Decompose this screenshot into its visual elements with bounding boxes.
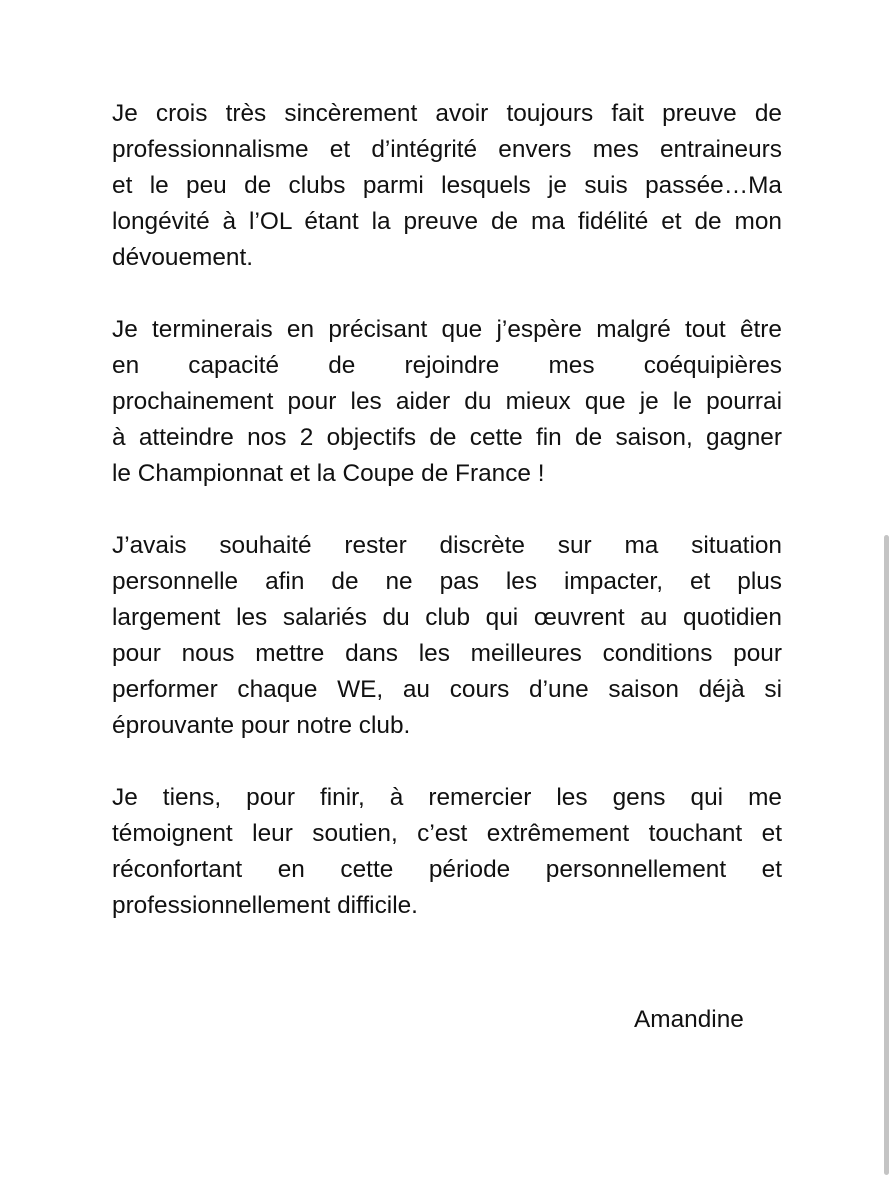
paragraph-line: largement les salariés du club qui œuvrent au quotidien [112, 604, 782, 631]
paragraph-line: témoignent leur soutien, c’est extrêmement touchant et [112, 820, 782, 847]
paragraph-line: et le peu de clubs parmi lesquels je suis passée…Ma [112, 172, 782, 199]
paragraph-line: Je crois très sincèrement avoir toujours fait preuve de [112, 100, 782, 127]
paragraph-line: J’avais souhaité rester discrète sur ma situation [112, 532, 782, 559]
paragraph-line: professionnellement difficile. [112, 892, 418, 919]
paragraph-line: en capacité de rejoindre mes coéquipières [112, 352, 782, 379]
paragraph-line: dévouement. [112, 244, 254, 271]
paragraph-line: à atteindre nos 2 objectifs de cette fin de saison, gagner [112, 424, 782, 451]
paragraph-line: pour nous mettre dans les meilleures conditions pour [112, 640, 782, 667]
paragraph-line: Je terminerais en précisant que j’espère malgré tout être [112, 316, 782, 343]
paragraph-discretion [112, 528, 782, 744]
paragraph-line: longévité à l’OL étant la preuve de ma fidélité et de mon [112, 208, 782, 235]
paragraph-line: prochainement pour les aider du mieux que je le pourrai [112, 388, 782, 415]
paragraph-line: réconfortant en cette période personnellement et [112, 856, 782, 883]
paragraph-line: professionnalisme et d’intégrité envers mes entraineurs [112, 136, 782, 163]
paragraph-line: Je tiens, pour finir, à remercier les gens qui me [112, 784, 782, 811]
scrollbar-thumb[interactable] [884, 535, 889, 1175]
paragraph-thanks [112, 780, 782, 924]
paragraph-professionalism [112, 96, 782, 276]
paragraph-line: le Championnat et la Coupe de France ! [112, 460, 545, 487]
paragraph-line: personnelle afin de ne pas les impacter, et plus [112, 568, 782, 595]
signature: Amandine [634, 1006, 744, 1033]
paragraph-return-hope [112, 312, 782, 492]
paragraph-line: performer chaque WE, au cours d’une saison déjà si [112, 676, 782, 703]
paragraph-line: éprouvante pour notre club. [112, 712, 411, 739]
scrollbar-track[interactable] [882, 0, 892, 1200]
